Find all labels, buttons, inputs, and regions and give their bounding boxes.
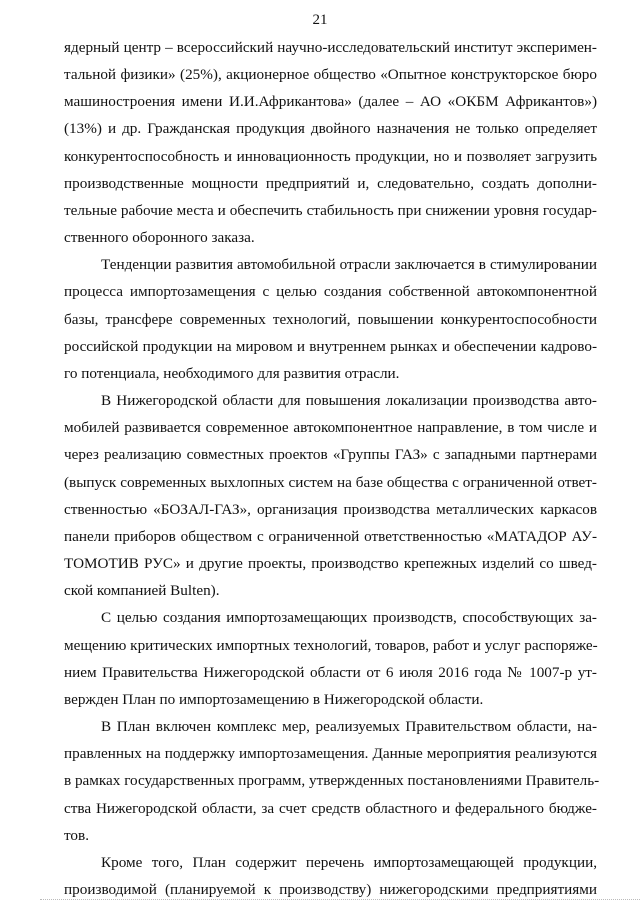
paragraph-first-line: В Нижегородской области для повышения локализации производства авто- — [101, 392, 597, 409]
page-bottom-rule — [40, 899, 640, 900]
page-number: 21 — [312, 12, 328, 28]
text-line: ской компанией Bulten). — [64, 582, 220, 599]
text-line: ства Нижегородской области, за счет средств областного и федерального бюдже- — [64, 800, 597, 817]
text-line: через реализацию совместных проектов «Группы ГАЗ» с западными партнерами — [64, 446, 597, 463]
text-line: производственные мощности предприятий и, следовательно, создать дополни- — [64, 175, 597, 192]
text-line: процесса импортозамещения с целью создания собственной автокомпонентной — [64, 283, 597, 300]
text-line: мещению критических импортных технологий, товаров, работ и услуг распоряже- — [64, 637, 598, 654]
text-line: конкурентоспособность и инновационность продукции, но и позволяет загрузить — [64, 148, 597, 165]
text-line: панели приборов обществом с ограниченной ответственностью «МАТАДОР АУ- — [64, 528, 597, 545]
paragraph-first-line: В План включен комплекс мер, реализуемых Правительством области, на- — [101, 718, 597, 735]
text-line: вержден План по импортозамещению в Нижегородской области. — [64, 691, 484, 708]
text-line: мобилей развивается современное автокомпонентное направление, в том числе и — [64, 419, 597, 436]
text-line: производимой (планируемой к производству) нижегородскими предприятиями — [64, 881, 597, 898]
text-line: (выпуск современных выхлопных систем на базе общества с ограниченной ответ- — [64, 474, 597, 491]
text-line: ственного оборонного заказа. — [64, 229, 255, 246]
paragraph-first-line: Кроме того, План содержит перечень импортозамещающей продукции, — [101, 854, 597, 871]
text-line: нием Правительства Нижегородской области от 6 июля 2016 года № 1007-р ут- — [64, 664, 597, 681]
text-line: (13%) и др. Гражданская продукция двойного назначения не только определяет — [64, 120, 597, 137]
text-line: российской продукции на мировом и внутреннем рынках и обеспечении кадрово- — [64, 338, 597, 355]
paragraph-first-line: Тенденции развития автомобильной отрасли заключается в стимулировании — [101, 256, 597, 273]
text-line: тальной физики» (25%), акционерное общество «Опытное конструкторское бюро — [64, 66, 597, 83]
text-line: базы, трансфере современных технологий, повышении конкурентоспособности — [64, 311, 597, 328]
text-line: ядерный центр – всероссийский научно-исследовательский институт эксперимен- — [64, 39, 597, 56]
text-line: го потенциала, необходимого для развития отрасли. — [64, 365, 400, 382]
text-line: тельные рабочие места и обеспечить стабильность при снижении уровня государ- — [64, 202, 597, 219]
paragraph-first-line: С целью создания импортозамещающих производств, способствующих за- — [101, 609, 597, 626]
text-line: ТОМОТИВ РУС» и другие проекты, производство крепежных изделий со швед- — [64, 555, 597, 572]
text-line: машиностроения имени И.И.Африкантова» (далее – АО «ОКБМ Африкантов») — [64, 93, 597, 110]
text-line: в рамках государственных программ, утвержденных постановлениями Правитель- — [64, 772, 600, 789]
text-line: тов. — [64, 827, 89, 844]
text-line: ственностью «БОЗАЛ-ГАЗ», организация производства металлических каркасов — [64, 501, 597, 518]
text-line: правленных на поддержку импортозамещения. Данные мероприятия реализуются — [64, 745, 597, 762]
